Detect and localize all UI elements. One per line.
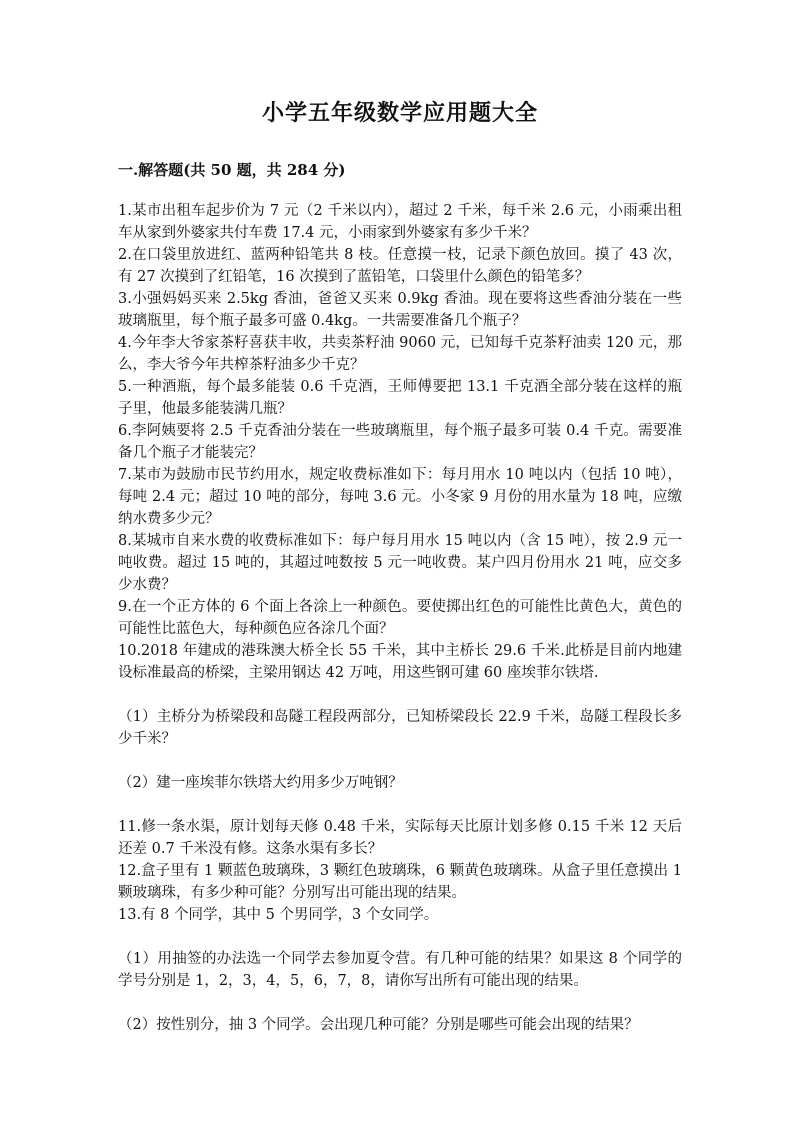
question-12: 12.盒子里有 1 颗蓝色玻璃珠，3 颗红色玻璃珠，6 颗黄色玻璃珠。从盒子里任意摸出 1 颗玻璃珠，有多少种可能？分别写出可能出现的结果。: [118, 863, 682, 901]
spacer: [118, 926, 682, 948]
question-6: 6.李阿姨要将 2.5 千克香油分装在一些玻璃瓶里，每个瓶子最多可装 0.4 千克。需要准备几个瓶子才能装完？: [118, 423, 682, 461]
question-13-part-2: （2）按性别分，抽 3 个同学。会出现几种可能？分别是哪些可能会出现的结果？: [118, 1017, 639, 1033]
question-3: 3.小强妈妈买来 2.5kg 香油，爸爸又买来 0.9kg 香油。现在要将这些香油分装在一些玻璃瓶里，每个瓶子最多可盛 0.4kg。一共需要准备几个瓶子？: [118, 291, 682, 329]
spacer: [118, 992, 682, 1014]
document-page: [118, 96, 682, 1036]
question-8: 8.某城市自来水费的收费标准如下：每户每月用水 15 吨以内（含 15 吨），按 2.9 元一吨收费。超过 15 吨的，其超过吨数按 5 元一吨收费。某户四月份用水 21 吨，应交多少水费？: [118, 533, 682, 593]
question-5: 5.一种酒瓶，每个最多能装 0.6 千克酒，王师傅要把 13.1 千克酒全部分装在这样的瓶子里，他最多能装满几瓶？: [118, 379, 682, 417]
question-2: 2.在口袋里放进红、蓝两种铅笔共 8 枝。任意摸一枝，记录下颜色放回。摸了 43 次，有 27 次摸到了红铅笔，16 次摸到了蓝铅笔，口袋里什么颜色的铅笔多？: [118, 247, 682, 285]
question-13-part-1: （1）用抽签的办法选一个同学去参加夏令营。有几种可能的结果？如果这 8 个同学的学号分别是 1，2，3，4，5，6，7，8，请你写出所有可能出现的结果。: [118, 951, 682, 989]
question-11: 11.修一条水渠，原计划每天修 0.48 千米，实际每天比原计划多修 0.15 千米 12 天后还差 0.7 千米没有修。这条水渠有多长？: [118, 819, 682, 857]
section-heading: 一.解答题(共 50 题，共 284 分): [118, 161, 346, 179]
question-4: 4.今年李大爷家茶籽喜获丰收，共卖茶籽油 9060 元，已知每千克茶籽油卖 120 元，那么，李大爷今年共榨茶籽油多少千克？: [118, 335, 682, 373]
spacer: [118, 794, 682, 816]
spacer: [118, 750, 682, 772]
spacer: [118, 684, 682, 706]
question-13: 13.有 8 个同学，其中 5 个男同学，3 个女同学。: [118, 907, 439, 923]
question-9: 9.在一个正方体的 6 个面上各涂上一种颜色。要使掷出红色的可能性比黄色大，黄色的可能性比蓝色大，每种颜色应各涂几个面？: [118, 599, 682, 637]
question-1: 1.某市出租车起步价为 7 元（2 千米以内），超过 2 千米，每千米 2.6 元，小雨乘出租车从家到外婆家共付车费 17.4 元，小雨家到外婆家有多少千米？: [118, 203, 682, 241]
question-7: 7.某市为鼓励市民节约用水，规定收费标准如下：每月用水 10 吨以内（包括 10 吨），每吨 2.4 元；超过 10 吨的部分，每吨 3.6 元。小冬家 9 月份的用水量为 18 吨，应缴纳水费多少元？: [118, 467, 682, 527]
page-title: 小学五年级数学应用题大全: [261, 100, 538, 126]
question-10-part-1: （1）主桥分为桥梁段和岛隧工程段两部分，已知桥梁段长 22.9 千米，岛隧工程段长多少千米？: [118, 709, 682, 747]
question-10: 10.2018 年建成的港珠澳大桥全长 55 千米，其中主桥长 29.6 千米.此桥是目前内地建设标准最高的桥梁，主梁用钢达 42 万吨，用这些钢可建 60 座埃菲尔铁塔.: [118, 643, 682, 681]
question-10-part-2: （2）建一座埃菲尔铁塔大约用多少万吨钢？: [118, 775, 403, 791]
